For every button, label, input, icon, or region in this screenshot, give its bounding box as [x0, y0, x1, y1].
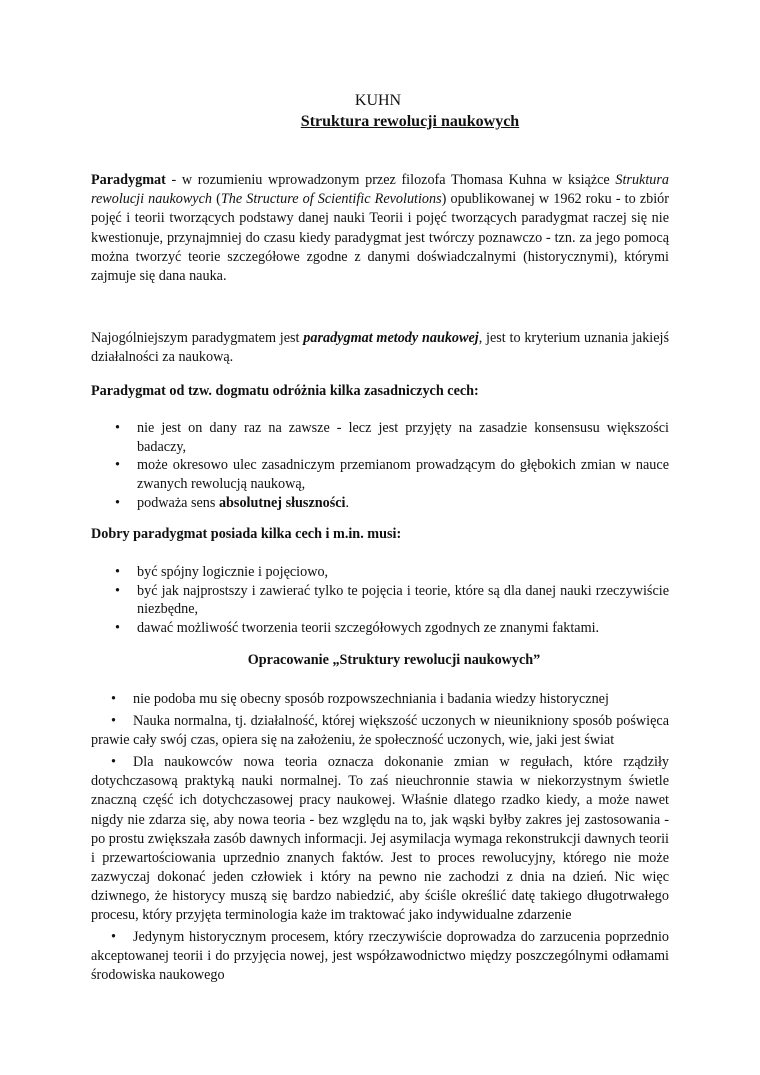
section1-list — [91, 419, 669, 513]
book-title-pl: Struktura rewolucji naukowych — [91, 172, 669, 208]
list-item: • Jedynym historycznym procesem, który rzeczywiście doprowadza do zarzucenia poprzednio akceptowanej teorii i do przyjęcia nowej, jest współzawodnictwo między poszczególnymi odłamami środowiska naukowego — [91, 929, 669, 984]
document-title: KUHN — [354, 92, 402, 109]
document-subtitle: Struktura rewolucji naukowych — [300, 113, 520, 130]
list-item: • podważa sens absolutnej słuszności. — [115, 494, 350, 511]
list-item: • być spójny logicznie i pojęciowo, — [115, 564, 329, 580]
bullet-icon: • — [115, 582, 120, 599]
bullet-icon: • — [115, 457, 120, 474]
list-item: • nie jest on dany raz na zawsze - lecz jest przyjęty na zasadzie konsensusu większości badaczy, — [115, 420, 669, 455]
bullet-icon: • — [115, 494, 120, 511]
list-item: • może okresowo ulec zasadniczym przemianom prowadzącym do głębokich zmian w nauce zwanych rewolucją naukową, — [115, 457, 669, 493]
bullet-icon: • — [115, 420, 120, 436]
bullet-icon: • — [111, 713, 116, 730]
bullet-icon: • — [115, 564, 120, 580]
bullet-icon: • — [111, 691, 116, 707]
section2-heading: Dobry paradygmat posiada kilka cech i m.in. musi: — [91, 526, 402, 542]
bullet-icon: • — [111, 754, 116, 771]
list-item: • dawać możliwość tworzenia teorii szczegółowych zgodnych ze znanymi faktami. — [115, 620, 600, 637]
bullet-icon: • — [111, 929, 116, 946]
intro-paragraph: Paradygmat - w rozumieniu wprowadzonym przez filozofa Thomasa Kuhna w książce Struktura rewolucji naukowych (The Structure of Scientific Revolutions) opublikowanej w 1962 roku - to zbiór pojęć i teorii tworzących podstawy danej nauki Teorii i pojęć tworzących paradygmat raczej się nie kwestionuje, przynajmniej do czasu kiedy paradygmat jest twórczy poznawczo - tzn. za jego pomocą można tworzyć teorie szczegółowe zgodne z danymi doświadczalnymi (historycznymi), którymi zajmuje się dana nauka. — [91, 172, 669, 285]
section3-heading: Opracowanie „Struktury rewolucji naukowych” — [247, 652, 541, 668]
emphasis-text: paradygmat metody naukowej — [303, 330, 479, 346]
list-item: • nie podoba mu się obecny sposób rozpowszechniania i badania wiedzy historycznej — [91, 690, 669, 709]
section2-list — [91, 563, 669, 638]
section3-list — [91, 690, 669, 988]
book-title-en: The Structure of Scientific Revolutions — [220, 191, 442, 208]
section1-heading: Paradygmat od tzw. dogmatu odróżnia kilka zasadniczych cech: — [91, 383, 479, 399]
intro-term: Paradygmat — [91, 172, 166, 188]
list-item: • być jak najprostszy i zawierać tylko te pojęcia i teorie, które są dla danej nauki rzeczywiście niezbędne, — [115, 582, 669, 618]
list-item: • Dla naukowców nowa teoria oznacza dokonanie zmian w regułach, które rządziły dotychczasową praktyką nauki normalnej. To zaś nieuchronnie stawia w niekorzystnym świetle znaczną część ich dotychczasowej pracy naukowej. Właśnie dlatego rzadko kiedy, a może nawet nigdy nie zdarza się, aby nowa teoria - bez względu na to, jak wąski byłby zakres jej zastosowania - po prostu zwiększała zasób dawnych informacji. Jej asymilacja wymaga rekonstrukcji dawnych teorii i przewartościowania uprzednio znanych faktów. Jest to proces rewolucyjny, którego nie może zazwyczaj dokonać jeden człowiek i który na pewno nie zachodzi z dnia na dzień. Nic więc dziwnego, że historycy muszą się bardzo nabiedzić, aby ściśle określić datę takiego długotrwałego procesu, który przyjęta terminologia każe im traktować jako indywidualne zdarzenie — [91, 754, 669, 924]
list-item: • Nauka normalna, tj. działalność, której większość uczonych w nieunikniony sposób poświęca prawie cały swój czas, opiera się na założeniu, że społeczność uczonych, wie, jaki jest świat — [91, 713, 669, 749]
general-paragraph: Najogólniejszym paradygmatem jest paradygmat metody naukowej, jest to kryterium uznania jakiejś działalności za naukową. — [91, 330, 669, 366]
bullet-icon: • — [115, 620, 120, 637]
